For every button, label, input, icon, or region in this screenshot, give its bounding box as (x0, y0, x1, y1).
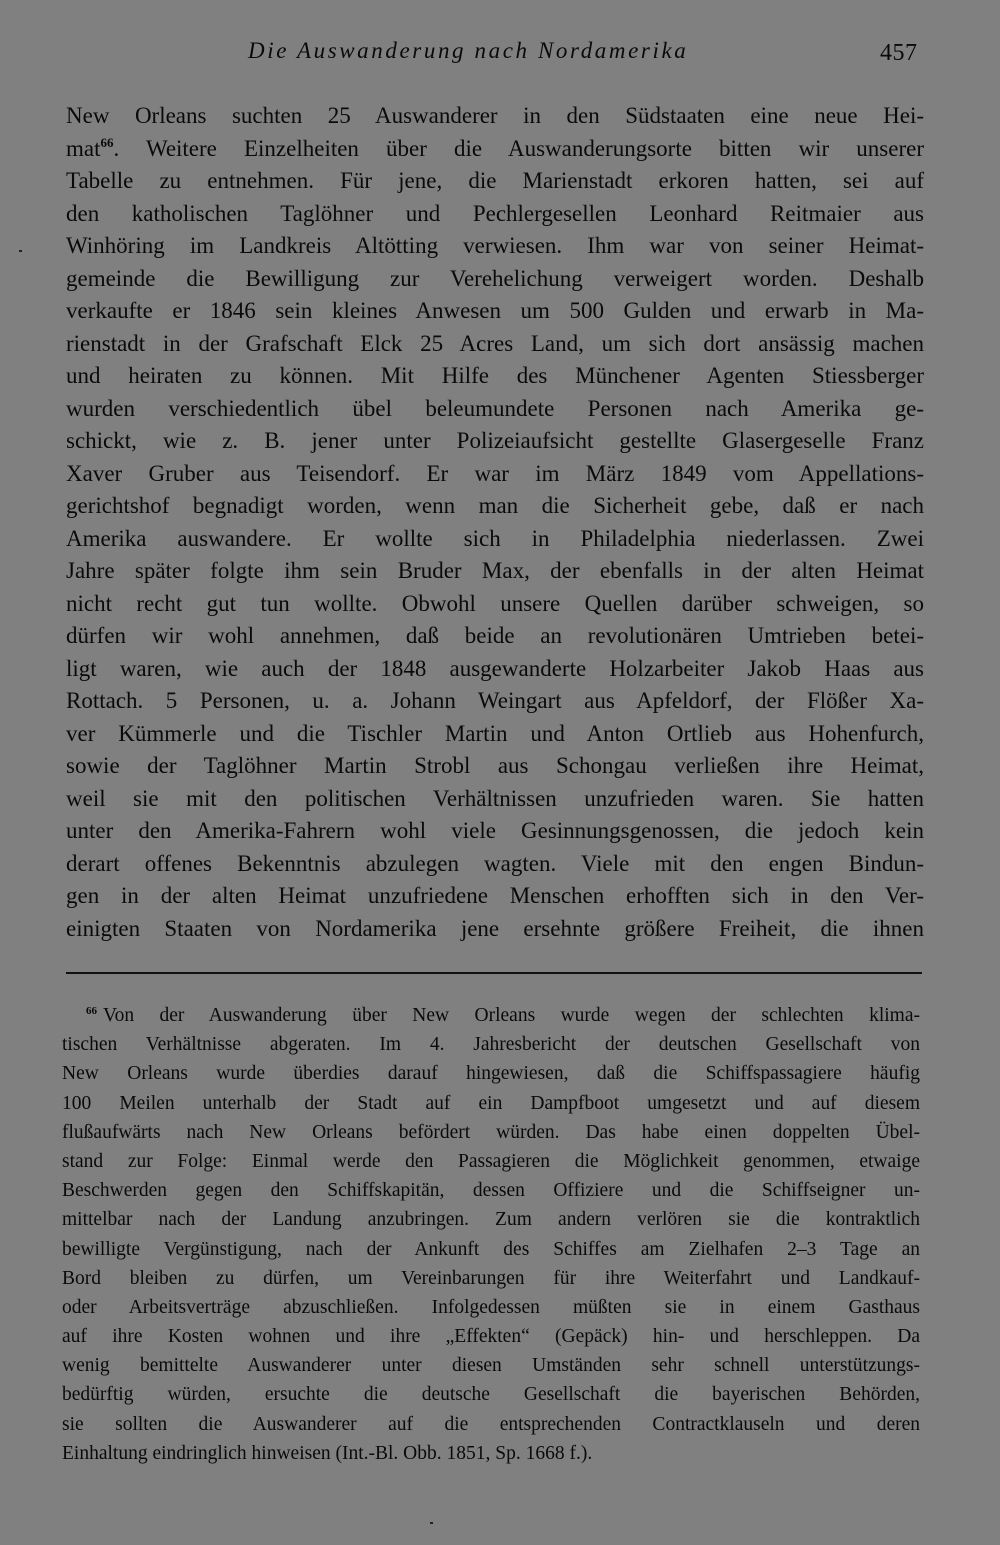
footnote-line: sie sollten die Auswanderer auf die entsprechenden Contractklauseln und deren (62, 1413, 920, 1435)
body-line: derart offenes Bekenntnis abzulegen wagten. Viele mit den engen Bindun- (66, 850, 924, 876)
body-line: nicht recht gut tun wollte. Obwohl unsere Quellen darüber schweigen, so (66, 590, 924, 616)
body-line: New Orleans suchten 25 Auswanderer in den Südstaaten eine neue Hei- (66, 103, 924, 128)
body-line: und heiraten zu können. Mit Hilfe des Münchener Agenten Stiessberger (66, 363, 924, 388)
body-line-end: . Weitere Einzelheiten über die Auswanderungsorte bitten wir unserer (113, 135, 924, 161)
footnote-reference: 66 (100, 134, 114, 150)
footnote-line (62, 1001, 920, 1030)
body-line: Xaver Gruber aus Teisendorf. Er war im März 1849 vom Appellations- (66, 460, 924, 486)
body-line: rienstadt in der Grafschaft Elck 25 Acres Land, um sich dort ansässig machen (66, 330, 924, 356)
footnote-line: auf ihre Kosten wohnen und ihre „Effekten“ (Gepäck) hin- und herschleppen. Da (62, 1326, 920, 1348)
footnote-line: 100 Meilen unterhalb der Stadt auf ein Dampfboot umgesetzt und auf diesem (62, 1092, 920, 1114)
body-line: dürfen wir wohl annehmen, daß beide an revolutionären Umtrieben betei- (66, 623, 924, 648)
body-line: gemeinde die Bewilligung zur Verehelichung verweigert worden. Deshalb (66, 265, 924, 291)
footnote-marker: 66 (86, 1005, 97, 1017)
footnote-line: Einhaltung eindringlich hinweisen (Int.-Bl. Obb. 1851, Sp. 1668 f.). (62, 1442, 593, 1464)
body-line: gen in der alten Heimat unzufriedene Menschen erhofften sich in den Ver- (66, 883, 924, 908)
footnote-line: bewilligte Vergünstigung, nach der Ankunft des Schiffes am Zielhafen 2–3 Tage an (62, 1238, 920, 1260)
body-line: weil sie mit den politischen Verhältnissen unzufrieden waren. Sie hatten (66, 785, 924, 811)
body-line: einigten Staaten von Nordamerika jene ersehnte größere Freiheit, die ihnen (66, 915, 924, 941)
print-speck (19, 250, 22, 252)
footnote-divider (66, 972, 922, 974)
running-title: Die Auswanderung nach Nordamerika (248, 38, 689, 63)
footnote-line: mittelbar nach der Landung anzubringen. Zum andern verlören sie die kontraktlich (62, 1209, 920, 1231)
body-line: Jahre später folgte ihm sein Bruder Max, der ebenfalls in der alten Heimat (66, 558, 924, 583)
body-line: Amerika auswandere. Er wollte sich in Philadelphia niederlassen. Zwei (66, 525, 924, 551)
footnote-line: Beschwerden gegen den Schiffskapitän, dessen Offiziere und die Schiffseigner un- (62, 1180, 920, 1202)
body-line: ligt waren, wie auch der 1848 ausgewanderte Holzarbeiter Jakob Haas aus (66, 655, 924, 681)
footnote-line: oder Arbeitsverträge abzuschließen. Infolgedessen müßten sie in einem Gasthaus (62, 1296, 920, 1318)
body-line: Rottach. 5 Personen, u. a. Johann Weingart aus Apfeldorf, der Flößer Xa- (66, 688, 924, 713)
body-line: verkaufte er 1846 sein kleines Anwesen um 500 Gulden und erwarb in Ma- (66, 298, 924, 323)
footnote-line: wenig bemittelte Auswanderer unter diesen Umständen sehr schnell unterstützungs- (62, 1355, 920, 1377)
footnote-line-text: Von der Auswanderung über New Orleans wurde wegen der schlechten klima- (103, 1005, 920, 1026)
body-line: Tabelle zu entnehmen. Für jene, die Marienstadt erkoren hatten, sei auf (66, 168, 924, 193)
footnote-line: tischen Verhältnisse abgeraten. Im 4. Jahresbericht der deutschen Gesellschaft von (62, 1034, 920, 1056)
body-line: gerichtshof begnadigt worden, wenn man die Sicherheit gebe, daß er nach (66, 493, 924, 518)
footnote-block (62, 1001, 920, 1468)
body-line: ver Kümmerle und die Tischler Martin und Anton Ortlieb aus Hohenfurch, (66, 720, 924, 746)
body-text (66, 100, 924, 945)
page-number: 457 (880, 40, 918, 66)
footnote-line: bedürftig würden, ersuchte die deutsche Gesellschaft die bayerischen Behörden, (62, 1384, 920, 1406)
body-line (66, 133, 924, 166)
footnote-line: New Orleans wurde überdies darauf hingewiesen, daß die Schiffspassagiere häufig (62, 1063, 920, 1085)
body-line: sowie der Taglöhner Martin Strobl aus Schongau verließen ihre Heimat, (66, 753, 924, 778)
footnote-line: flußaufwärts nach New Orleans befördert würden. Das habe einen doppelten Übel- (62, 1121, 920, 1143)
footnote-line: stand zur Folge: Einmal werde den Passagieren die Möglichkeit genommen, etwaige (62, 1150, 920, 1172)
body-line: den katholischen Taglöhner und Pechlergesellen Leonhard Reitmaier aus (66, 200, 924, 226)
body-line: wurden verschiedentlich übel beleumundete Personen nach Amerika ge- (66, 395, 924, 421)
body-line: schickt, wie z. B. jener unter Polizeiaufsicht gestellte Glasergeselle Franz (66, 428, 924, 453)
body-line: Winhöring im Landkreis Altötting verwiesen. Ihm war von seiner Heimat- (66, 233, 924, 258)
print-speck (430, 1522, 433, 1524)
body-line-start: mat (66, 135, 101, 161)
body-line: unter den Amerika-Fahrern wohl viele Gesinnungsgenossen, die jedoch kein (66, 818, 924, 843)
footnote-line: Bord bleiben zu dürfen, um Vereinbarungen für ihre Weiterfahrt und Landkauf- (62, 1267, 920, 1289)
